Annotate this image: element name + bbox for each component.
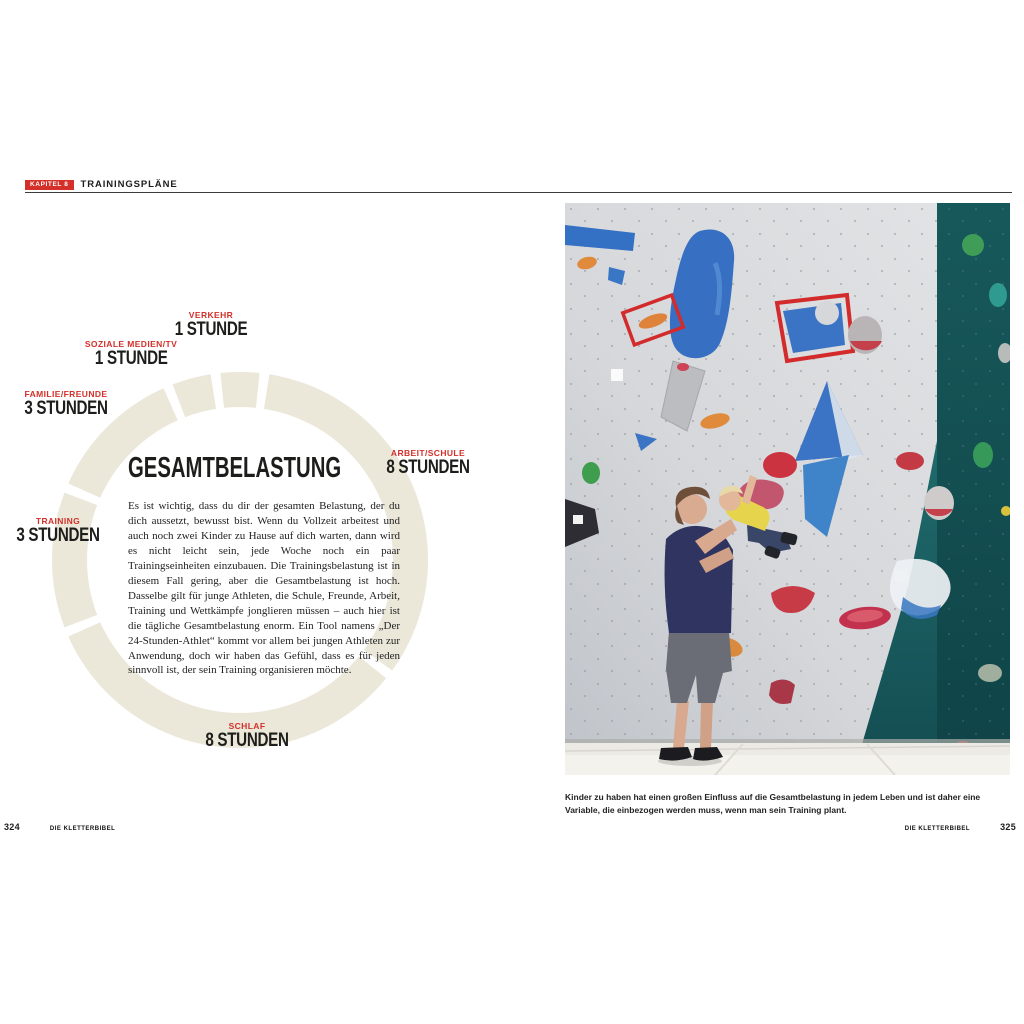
chart-label-soziale-medien: SOZIALE MEDIEN/TV 1 STUNDE [84, 339, 178, 370]
chart-label-training: TRAINING 3 STUNDEN [16, 516, 100, 547]
photo-caption: Kinder zu haben hat einen großen Einfluss auf die Gesamtbelastung in jedem Leben und ist daher eine Variable, die einbezogen werden muss, wenn man sein Training plant. [565, 791, 981, 815]
chapter-title: TRAININGSPLÄNE [80, 179, 178, 190]
crash-mats [565, 739, 1010, 775]
page-number-right: 325 [1000, 822, 1016, 832]
route-tag [611, 369, 623, 381]
book-title-left: DIE KLETTERBIBEL [49, 826, 116, 832]
page-number-left: 324 [4, 822, 20, 832]
teal-hold [989, 283, 1007, 307]
chart-label-familie-freunde: FAMILIE/FREUNDE 3 STUNDEN [24, 389, 108, 420]
chapter-tag: KAPITEL 8 [25, 180, 74, 190]
chart-label-verkehr: VERKEHR 1 STUNDE [174, 310, 248, 341]
article-title: GESAMTBELASTUNG [128, 452, 342, 484]
chapter-header [25, 179, 178, 190]
climbing-photo-svg [565, 203, 1010, 775]
chart-label-arbeit-schule: ARBEIT/SCHULE 8 STUNDEN [386, 448, 470, 479]
footer-right [905, 822, 1016, 832]
green-hold [973, 442, 993, 468]
green-hold [962, 234, 984, 256]
bouldering-photo [565, 203, 1010, 775]
book-title-right: DIE KLETTERBIBEL [904, 826, 971, 832]
chart-label-schlaf: SCHLAF 8 STUNDEN [205, 721, 289, 752]
donut-segment [52, 493, 97, 628]
footer-left [4, 822, 115, 832]
article-body-text: Es ist wichtig, dass du dir der gesamten Belastung, der du dich aussetzt, bewusst bist. Wenn du Vollzeit arbeitest und auch noch zwei Kinder zu Hause auf dich warten, dann wird es nicht leicht sein, jede Woche noch ein paar Trainingseinheiten einzubauen. Die Trainingsbelastung ist in diesem Fall gering, aber die Gesamtbelastung ist hoch. Dasselbe gilt für junge Athleten, die Schule, Freunde, Arbeit, Training und Wettkämpfe jonglieren müssen – auch hier ist die tägliche Gesamtbelastung enorm. Ein Tool namens „Der 24-Stunden-Athlet“ kommt vor allem bei jungen Athleten zur Anwendung, doch wir haben das Gefühl, dass es für jeden sinnvoll ist, der sein Training organisieren möchte. [128, 500, 400, 677]
donut-segment [173, 374, 216, 417]
header-rule [25, 192, 1012, 193]
donut-segment [220, 372, 259, 408]
